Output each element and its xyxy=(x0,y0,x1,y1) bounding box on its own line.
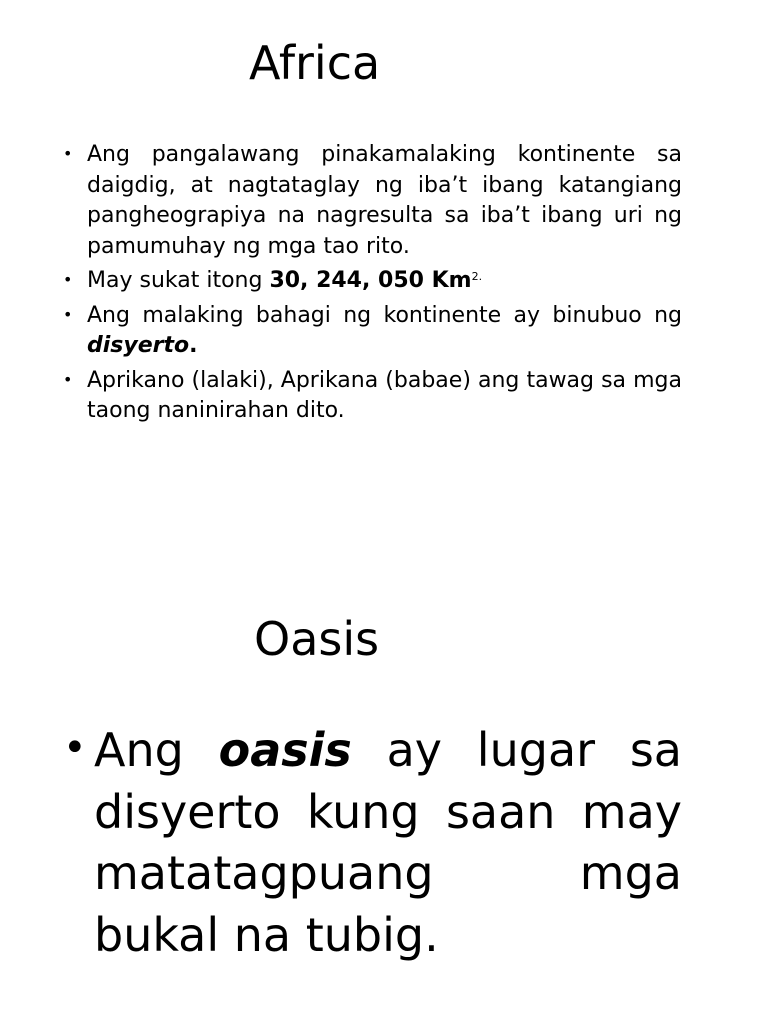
emphasis-oasis: oasis xyxy=(218,723,352,777)
slide-title: Africa xyxy=(249,36,381,90)
slide-oasis xyxy=(0,512,768,1024)
bullet-item xyxy=(63,366,682,427)
area-value: 30, 244, 050 Km xyxy=(269,268,472,293)
bullet-text: May sukat itong xyxy=(87,268,270,293)
bullet-text: ay lugar sa disyerto kung saan may matatagpuang mga bukal na tubig. xyxy=(94,723,682,962)
bullet-text: Ang pangalawang pinakamalaking kontinente sa daigdig, at nagtataglay ng iba’t ibang katangiang pangheograpiya na nagresulta sa iba’t ibang uri ng pamumuhay ng mga tao rito. xyxy=(87,142,682,259)
area-superscript: 2 xyxy=(471,270,479,283)
bullet-item xyxy=(63,720,682,966)
bullet-text: Aprikano (lalaki), Aprikana (babae) ang tawag sa mga taong naninirahan dito. xyxy=(87,367,682,423)
bullet-item xyxy=(63,266,682,297)
emphasis-disyerto: disyerto xyxy=(87,333,190,358)
bullet-icon: • xyxy=(63,725,87,771)
bullet-icon: • xyxy=(63,144,73,163)
bullet-list xyxy=(63,720,682,966)
emphasis-period: . xyxy=(189,333,198,358)
bullet-list xyxy=(63,140,682,431)
bullet-item xyxy=(63,301,682,362)
bullet-text: Ang xyxy=(94,723,219,777)
area-period: . xyxy=(478,270,483,283)
bullet-icon: • xyxy=(63,369,73,389)
bullet-item xyxy=(63,140,682,262)
slide-title: Oasis xyxy=(254,612,380,666)
bullet-icon: • xyxy=(63,304,73,324)
bullet-icon: • xyxy=(63,270,73,289)
bullet-text: Ang malaking bahagi ng kontinente ay binubuo ng xyxy=(87,302,682,328)
